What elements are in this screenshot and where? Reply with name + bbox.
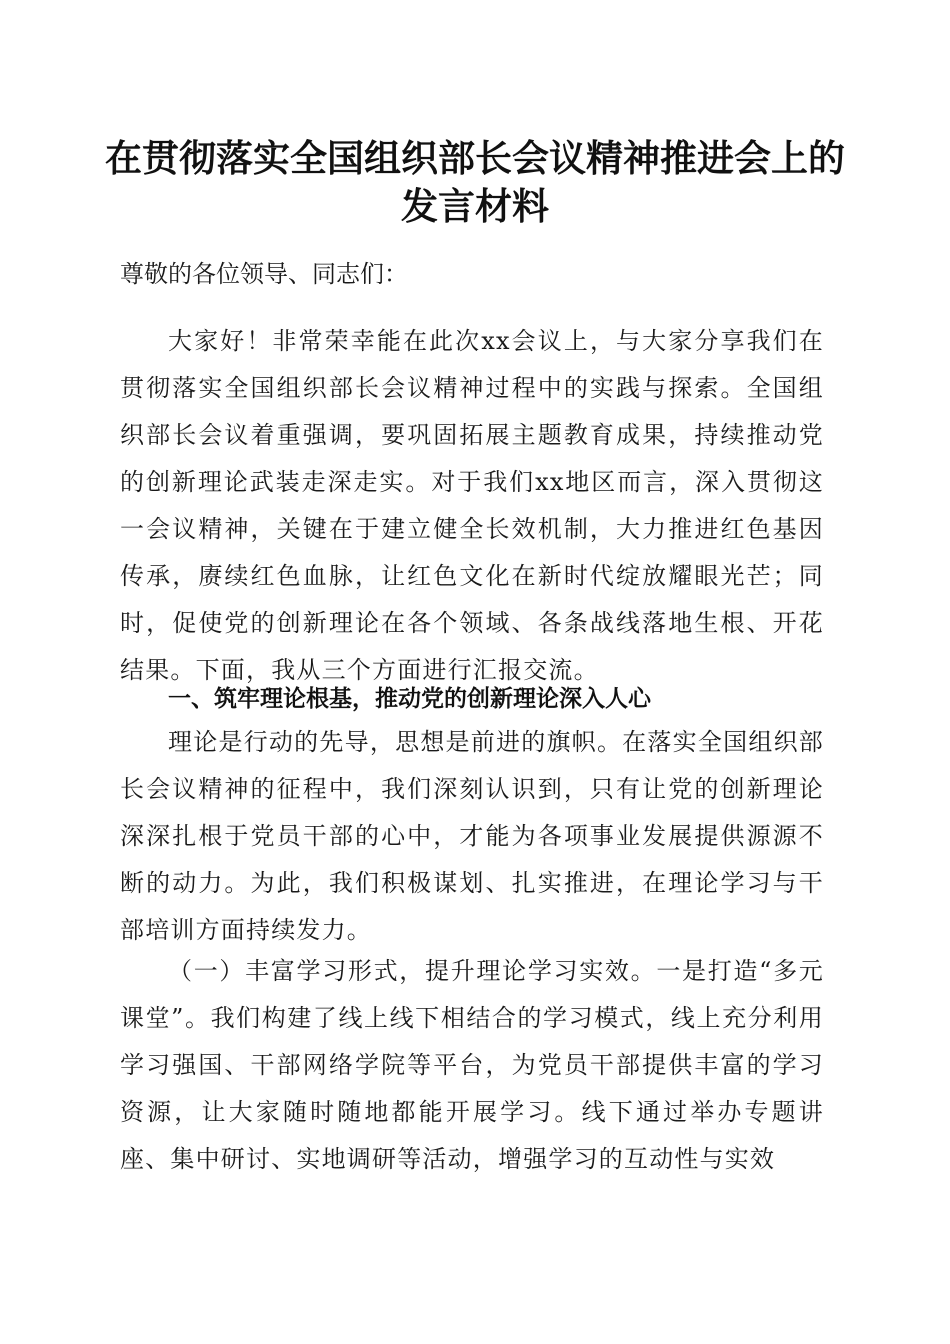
paragraph-intro: 大家好！非常荣幸能在此次xx会议上，与大家分享我们在贯彻落实全国组织部长会议精神过程中的实践与探索。全国组织部长会议着重强调，要巩固拓展主题教育成果，持续推动党的创新理论武装走深走实。对于我们xx地区而言，深入贯彻这一会议精神，关键在于建立健全长效机制，大力推进红色基因传承，赓续红色血脉，让红色文化在新时代绽放耀眼光芒；同时，促使党的创新理论在各个领域、各条战线落地生根、开花结果。下面，我从三个方面进行汇报交流。	[120, 327, 824, 684]
document-title-line-1: 在贯彻落实全国组织部长会议精神推进会上的	[105, 136, 845, 180]
paragraph-subsection1: （一）丰富学习形式，提升理论学习实效。一是打造“多元课堂”。我们构建了线上线下相结合的学习模式，线上充分利用学习强国、干部网络学院等平台，为党员干部提供丰富的学习资源，让大家随时随地都能开展学习。线下通过举办专题讲座、集中研讨、实地调研等活动，增强学习的互动性与实效	[120, 957, 824, 1173]
paragraph-section1: 理论是行动的先导，思想是前进的旗帜。在落实全国组织部长会议精神的征程中，我们深刻认识到，只有让党的创新理论深深扎根于党员干部的心中，才能为各项事业发展提供源源不断的动力。为此，我们积极谋划、扎实推进，在理论学习与干部培训方面持续发力。	[120, 728, 824, 944]
section-heading-1: 一、筑牢理论根基，推动党的创新理论深入人心	[168, 686, 651, 712]
salutation: 尊敬的各位领导、同志们：	[120, 260, 408, 288]
document-title-line-2: 发言材料	[401, 184, 549, 228]
